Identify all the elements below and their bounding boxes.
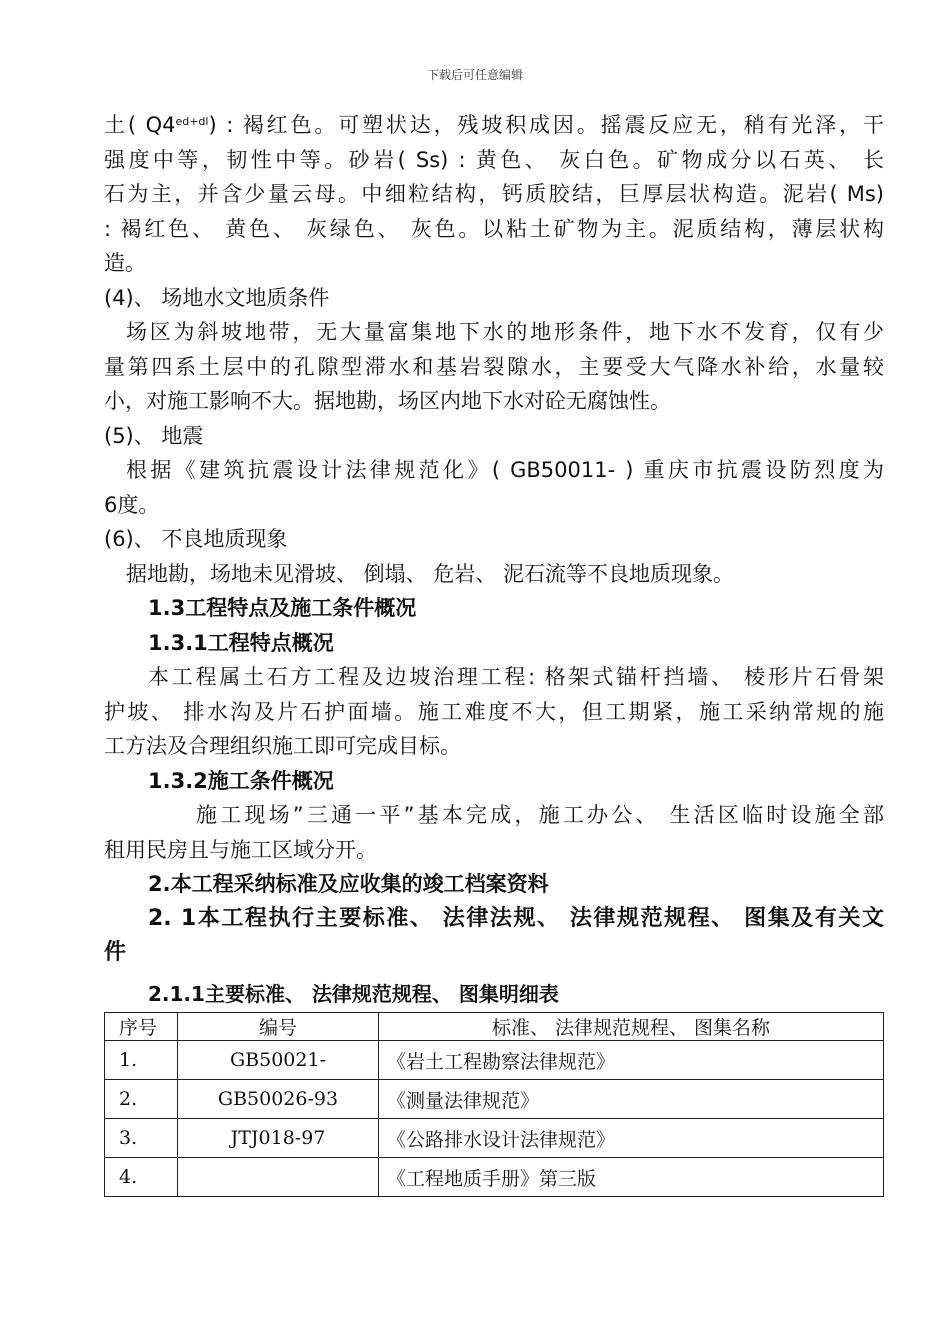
- section-heading: (6)、 不良地质现象: [104, 527, 288, 551]
- paragraph-line: 土( $Q4^{ed+dl}$) : 褐红色。可塑状达，残坡积成因。摇震反应无，稍有光泽，干: [104, 113, 884, 137]
- table-row: [105, 1158, 884, 1197]
- table-cell: 《工程地质手册》第三版: [379, 1158, 884, 1197]
- table-row: [105, 1119, 884, 1158]
- heading-1-3-1: 1.3.1工程特点概况: [148, 630, 334, 655]
- paragraph-line: 石为主，并含少量云母。中细粒结构，钙质胶结，巨厚层状构造。泥岩( Ms): [104, 182, 884, 206]
- column-header: 编号: [178, 1013, 379, 1041]
- paragraph-line: : 褐红色、 黄色、 灰绿色、 灰色。以粘土矿物为主。泥质结构，薄层状构: [104, 216, 884, 241]
- heading-2: 2.本工程采纳标准及应收集的竣工档案资料: [148, 872, 549, 896]
- section-heading: (4)、 场地水文地质条件: [104, 285, 330, 310]
- paragraph-line: 小，对施工影响不大。据地勘，场区内地下水对砼无腐蚀性。: [104, 389, 671, 413]
- paragraph-line: 强度中等，韧性中等。砂岩( Ss) : 黄色、 灰白色。矿物成分以石英、 长: [104, 147, 884, 172]
- table-cell: 《公路排水设计法律规范》: [379, 1119, 884, 1158]
- paragraph-line: 护坡、 排水沟及片石护面墙。施工难度不大，但工期紧，施工采纳常规的施: [104, 699, 884, 724]
- heading-2-1-cont: 件: [104, 940, 127, 965]
- heading-1-3-2: 1.3.2施工条件概况: [148, 768, 334, 793]
- column-header: 标准、 法律规范规程、 图集名称: [379, 1013, 884, 1041]
- table-header-row: [105, 1013, 884, 1041]
- paragraph-line: 本工程属土石方工程及边坡治理工程: 格架式锚杆挡墙、 棱形片石骨架: [148, 665, 884, 689]
- table-row: [105, 1041, 884, 1080]
- table-cell: 1.: [105, 1041, 178, 1080]
- heading-2-1-1: 2.1.1主要标准、 法律规范规程、 图集明细表: [148, 981, 559, 1006]
- table-cell: JTJ018-97: [178, 1119, 379, 1158]
- document-body: [104, 108, 884, 1011]
- paragraph-line: 工方法及合理组织施工即可完成目标。: [104, 734, 461, 758]
- table-cell: 《岩土工程勘察法律规范》: [379, 1041, 884, 1080]
- paragraph-line: 造。: [104, 251, 146, 275]
- table-cell: GB50026-93: [178, 1080, 379, 1119]
- page-header: 下载后可任意编辑: [426, 68, 523, 82]
- paragraph-line: 据地勘，场地未见滑坡、 倒塌、 危岩、 泥石流等不良地质现象。: [126, 561, 735, 586]
- paragraph-line: 租用民房且与施工区域分开。: [104, 837, 377, 862]
- table-cell: [178, 1158, 379, 1197]
- table-cell: 《测量法律规范》: [379, 1080, 884, 1119]
- table-cell: 2.: [105, 1080, 178, 1119]
- paragraph-line: 根据《建筑抗震设计法律规范化》( GB50011- ) 重庆市抗震设防烈度为: [126, 458, 884, 482]
- table-cell: 4.: [105, 1158, 178, 1197]
- paragraph-line: 施工现场”三通一平”基本完成，施工办公、 生活区临时设施全部: [196, 803, 884, 827]
- paragraph-line: 6度。: [104, 492, 160, 517]
- paragraph-line: 场区为斜坡地带，无大量富集地下水的地形条件，地下水不发育，仅有少: [126, 320, 884, 344]
- table-cell: GB50021-: [178, 1041, 379, 1080]
- column-header: 序号: [105, 1013, 178, 1041]
- standards-table: [104, 1012, 884, 1197]
- section-heading: (5)、 地震: [104, 423, 204, 448]
- heading-1-3: 1.3工程特点及施工条件概况: [148, 596, 417, 620]
- paragraph-line: 量第四系土层中的孔隙型滞水和基岩裂隙水，主要受大气降水补给，水量较: [104, 354, 884, 379]
- heading-2-1: 2. 1本工程执行主要标准、 法律法规、 法律规范规程、 图集及有关文: [148, 905, 884, 931]
- table-row: [105, 1080, 884, 1119]
- table-cell: 3.: [105, 1119, 178, 1158]
